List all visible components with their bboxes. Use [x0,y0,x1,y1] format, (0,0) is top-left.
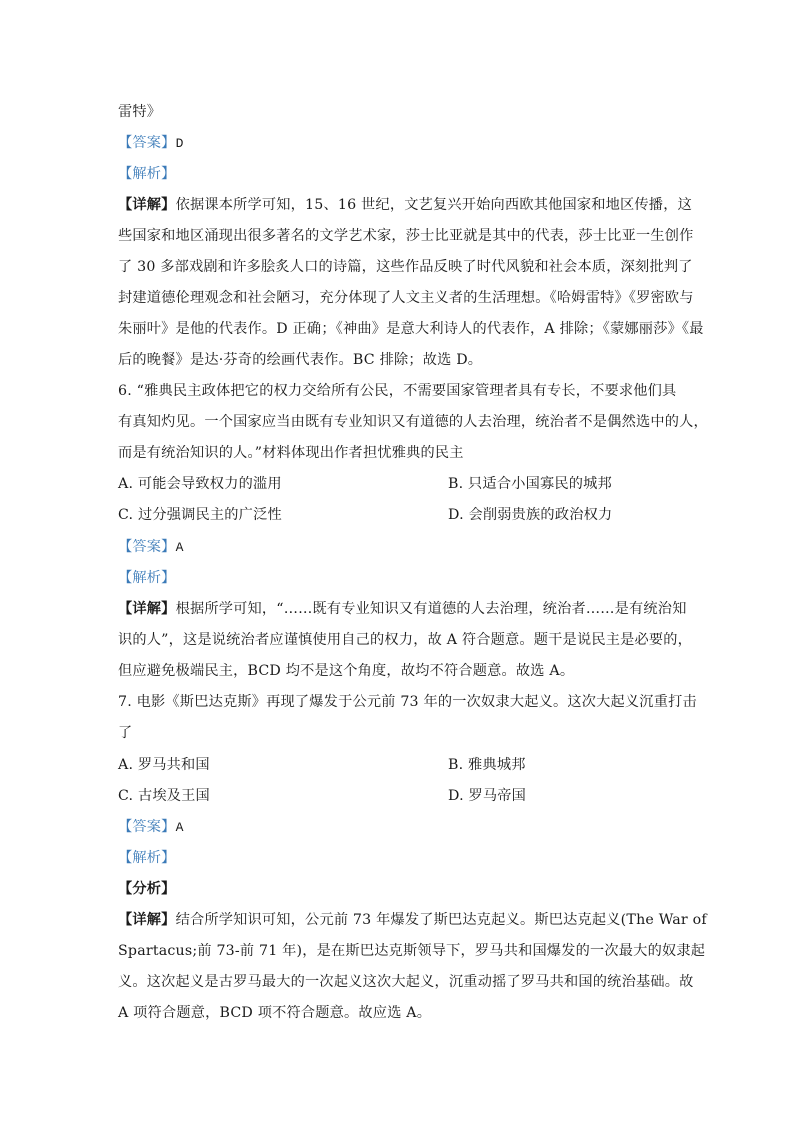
detail-text: 依据课本所学可知，15、16 世纪，文艺复兴开始向西欧其他国家和地区传播，这 [175,197,692,213]
answer-label: 【答案】 [118,819,176,835]
q7-fenxi-label: 【分析】 [118,881,176,897]
detail-text: 根据所学可知，“……既有专业知识又有道德的人去治理，统治者……是有统治知 [175,601,687,617]
q5-detail-line-3: 封建道德伦理观念和社会陋习，充分体现了人文主义者的生活理想。《哈姆雷特》《罗密欧与 [118,290,694,306]
answer-value: D [175,136,184,151]
answer-label: 【答案】 [118,539,176,555]
q6-answer [118,537,184,558]
q5-analysis-label: 【解析】 [118,166,176,182]
q6-detail-line-0 [118,599,687,619]
q5-detail-line-5: 后的晚餐》是达·芬奇的绘画代表作。BC 排除；故选 D。 [118,352,483,368]
answer-value: A [175,540,184,555]
q6-stem-line-2: 而是有统治知识的人。”材料体现出作者担忧雅典的民主 [118,445,464,461]
answer-label: 【答案】 [118,135,176,151]
q5-detail-line-0 [118,195,692,215]
q7-option-b: B. 雅典城邦 [448,757,526,773]
q6-detail-line-1: 识的人”，这是说统治者应谨慎使用自己的权力，故 A 符合题意。题干是说民主是必要的， [118,632,693,648]
q7-analysis-label: 【解析】 [118,850,176,866]
q6-detail-line-2: 但应避免极端民主，BCD 均不是这个角度，故均不符合题意。故选 A。 [118,663,575,679]
detail-label: 【详解】 [118,601,176,617]
q7-detail-line-3: A 项符合题意，BCD 项不符合题意。故应选 A。 [118,1005,432,1021]
q5-detail-line-1: 些国家和地区涌现出很多著名的文学艺术家，莎士比亚就是其中的代表，莎士比亚一生创作 [118,228,694,244]
q6-option-d: D. 会削弱贵族的政治权力 [448,507,613,523]
q6-option-a: A. 可能会导致权力的滥用 [118,476,282,492]
detail-text: 结合所学知识可知，公元前 73 年爆发了斯巴达克起义。斯巴达克起义(The War of [175,912,707,928]
q7-detail-line-2: 义。这次起义是古罗马最大的一次起义这次大起义，沉重动摇了罗马共和国的统治基础。故 [118,974,694,990]
q5-detail-line-2: 了 30 多部戏剧和许多脍炙人口的诗篇，这些作品反映了时代风貌和社会本质，深刻批判了 [118,259,693,275]
q7-stem-line-1: 了 [118,725,133,741]
q7-option-d: D. 罗马帝国 [448,788,527,804]
answer-value: A [175,820,184,835]
detail-label: 【详解】 [118,912,176,928]
q6-stem-line-0: 6. “雅典民主政体把它的权力交给所有公民，不需要国家管理者具有专长，不要求他们具 [118,383,677,399]
q7-stem-line-0: 7. 电影《斯巴达克斯》再现了爆发于公元前 73 年的一次奴隶大起义。这次大起义沉重打击 [118,694,697,710]
detail-label: 【详解】 [118,197,176,213]
q5-continuation: 雷特》 [118,104,162,120]
q7-detail-line-0 [118,910,707,930]
q5-answer [118,133,184,154]
q6-option-b: B. 只适合小国寡民的城邦 [448,476,612,492]
q7-option-c: C. 古埃及王国 [118,788,210,804]
q7-detail-line-1: Spartacus;前 73-前 71 年)，是在斯巴达克斯领导下，罗马共和国爆发的一次最大的奴隶起 [118,943,706,959]
q5-detail-line-4: 朱丽叶》是他的代表作。D 正确；《神曲》是意大利诗人的代表作，A 排除；《蒙娜丽莎》《最 [118,321,704,337]
q7-answer [118,817,184,838]
q6-stem-line-1: 有真知灼见。一个国家应当由既有专业知识又有道德的人去治理，统治者不是偶然选中的人， [118,414,708,430]
q6-analysis-label: 【解析】 [118,570,176,586]
q6-option-c: C. 过分强调民主的广泛性 [118,507,282,523]
q7-option-a: A. 罗马共和国 [118,757,210,773]
